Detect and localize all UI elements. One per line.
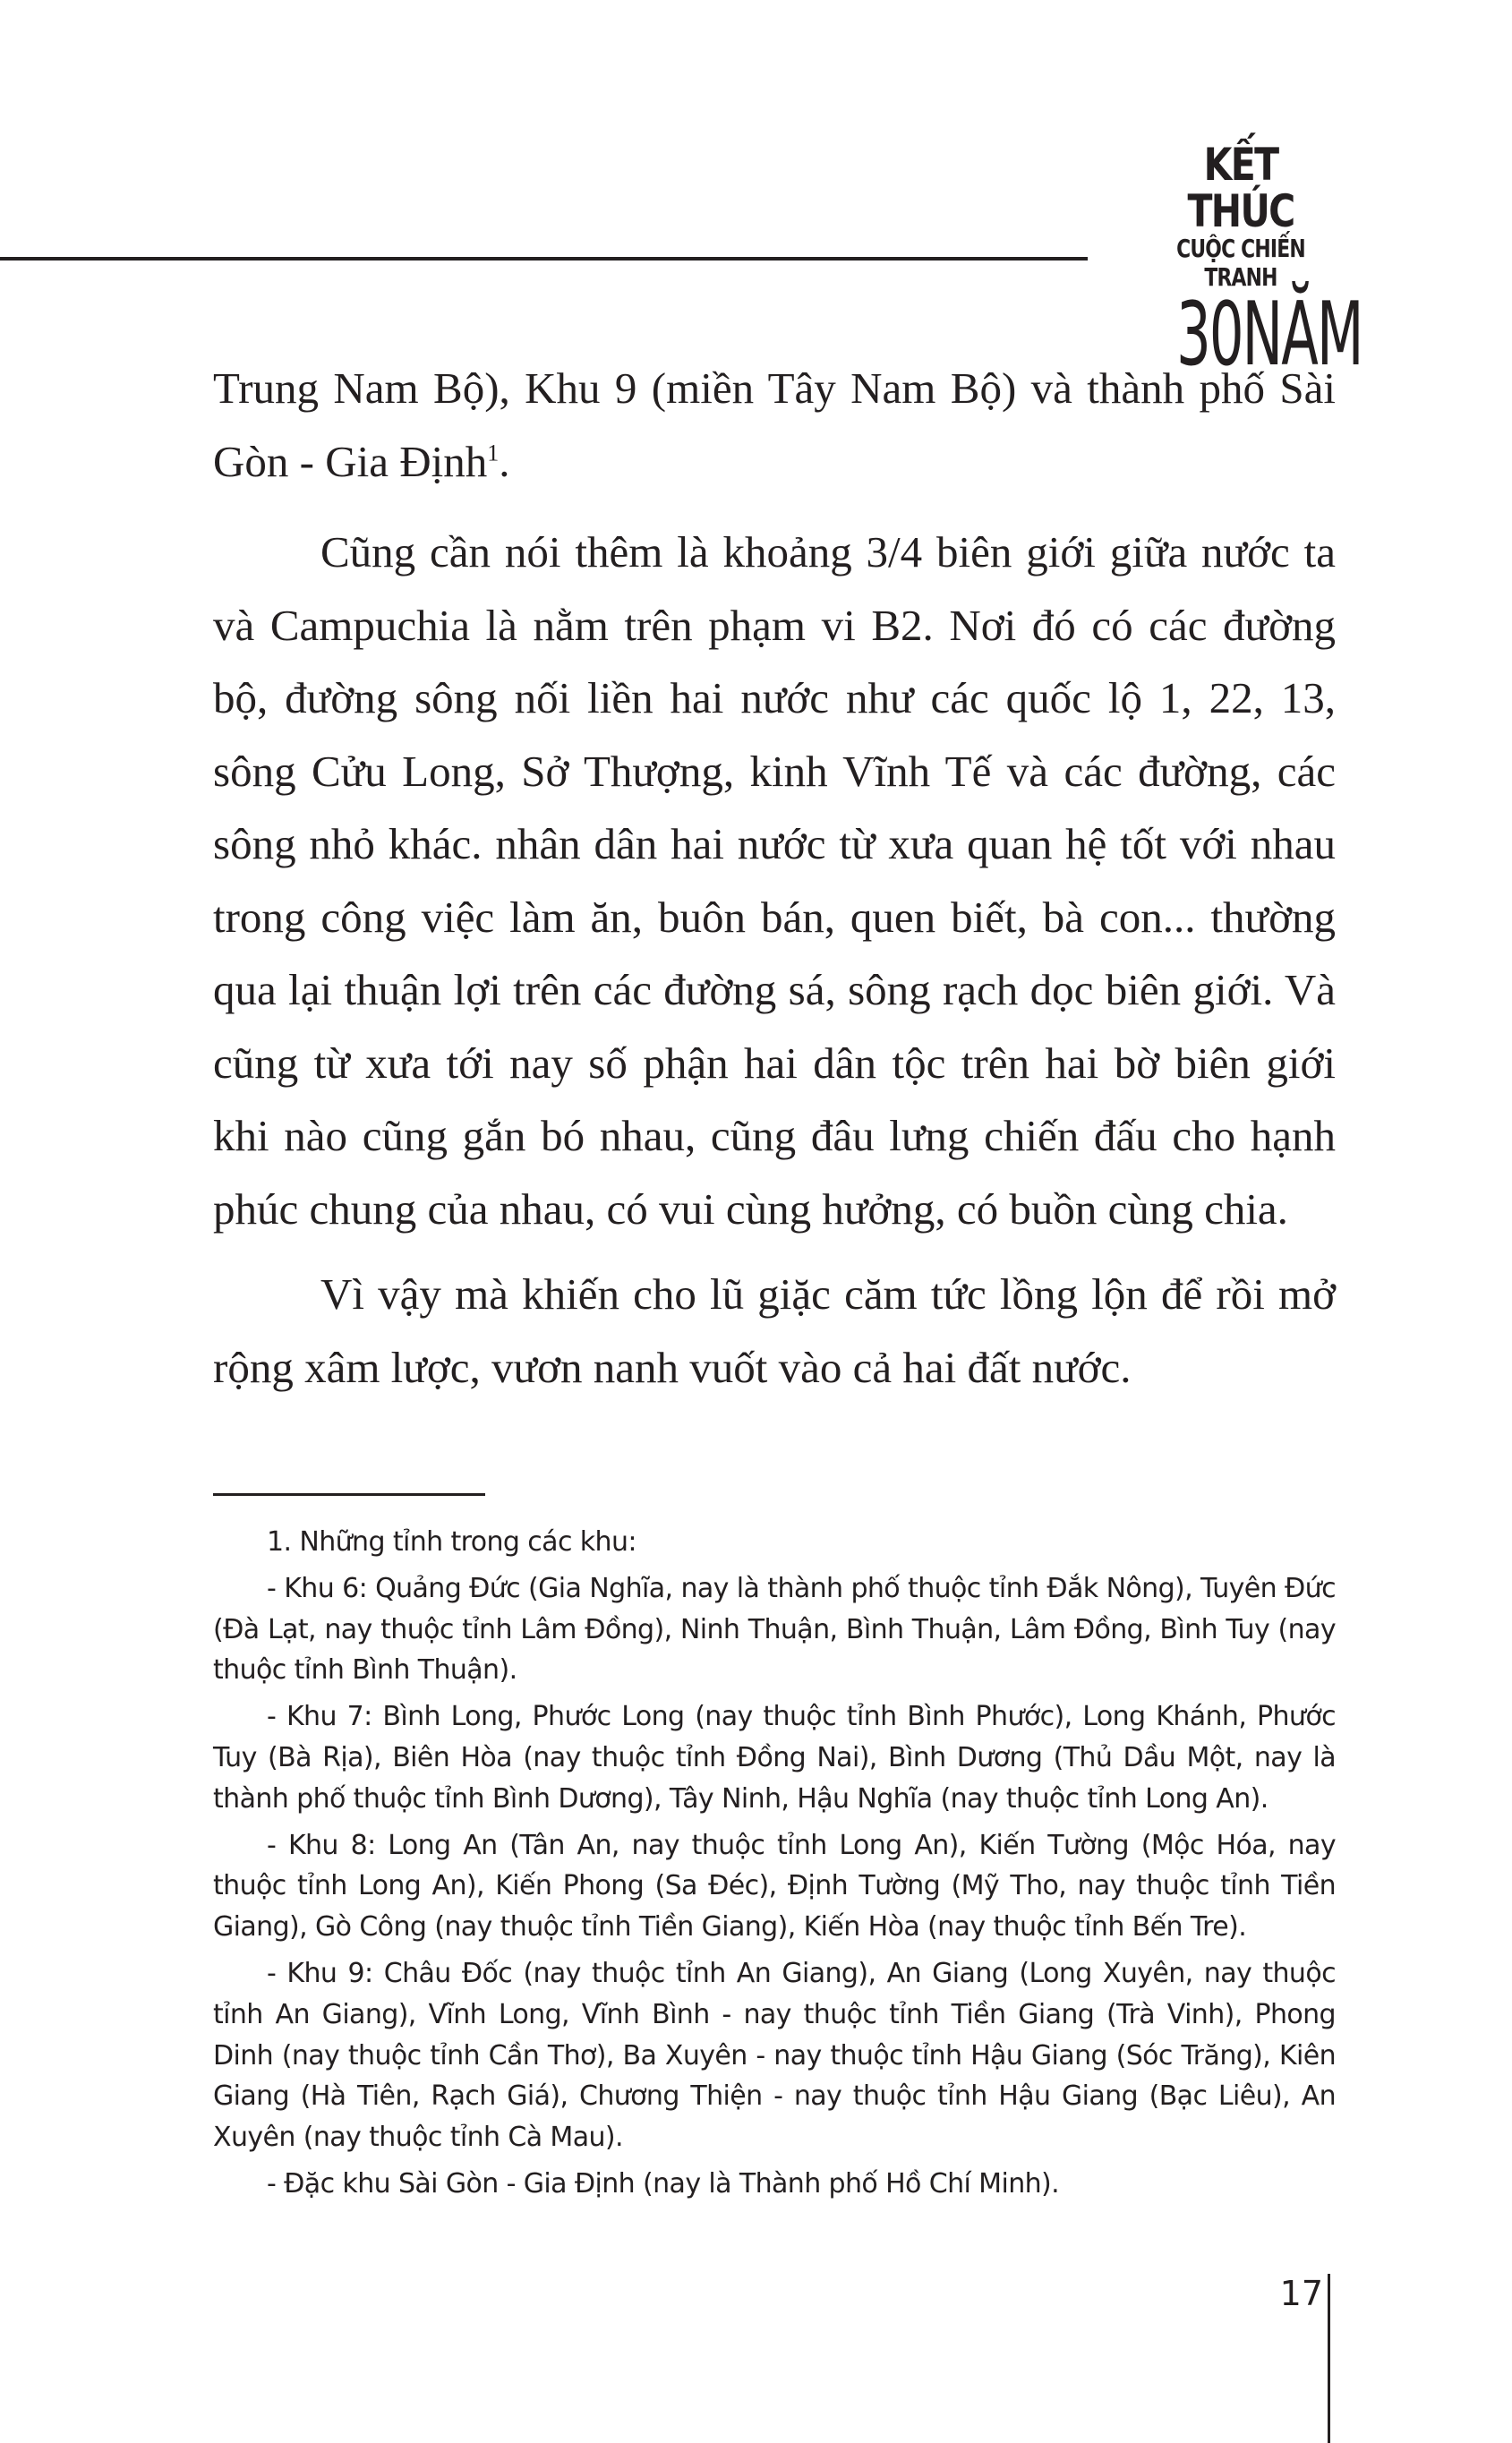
footnote-item: - Đặc khu Sài Gòn - Gia Định (nay là Thành phố Hồ Chí Minh). [267, 2167, 1060, 2200]
footnote-item: - Khu 7: Bình Long, Phước Long (nay thuộc tỉnh Bình Phước), Long Khánh, Phước Tuy (Bà Rịa), Biên Hòa (nay thuộc tỉnh Đồng Nai), Bình Dương (Thủ Dầu Một, nay là thành phố thuộc tỉnh Bình Dương), Tây Ninh, Hậu Nghĩa (nay thuộc tỉnh Long An). [213, 1701, 1336, 1815]
logo-line-2: CUỘC CHIẾN TRANH [1176, 234, 1305, 292]
logo-line-1: KẾT THÚC [1187, 139, 1294, 237]
header-rule [0, 257, 1088, 261]
logo-line-3: 30NĂM [1176, 284, 1363, 386]
footnotes [213, 1522, 1336, 2205]
body-text [213, 352, 1336, 1404]
footnote-item: - Khu 6: Quảng Đức (Gia Nghĩa, nay là thành phố thuộc tỉnh Đắk Nông), Tuyên Đức (Đà Lạt, nay thuộc tỉnh Lâm Đồng), Ninh Thuận, Bình Thuận, Lâm Đồng, Bình Tuy (nay thuộc tỉnh Bình Thuận). [213, 1572, 1336, 1687]
paragraph-2: Cũng cần nói thêm là khoảng 3/4 biên giới giữa nước ta và Campuchia là nằm trên phạm vi B2. Nơi đó có các đường bộ, đường sông nối liền hai nước như các quốc lộ 1, 22, 13, sông Cửu Long, Sở Thượng, kinh Vĩnh Tế và các đường, các sông nhỏ khác. nhân dân hai nước từ xưa quan hệ tốt với nhau trong công việc làm ăn, buôn bán, quen biết, bà con... thường qua lại thuận lợi trên các đường sá, sông rạch dọc biên giới. Và cũng từ xưa tới nay số phận hai dân tộc trên hai bờ biên giới khi nào cũng gắn bó nhau, cũng đâu lưng chiến đấu cho hạnh phúc chung của nhau, có vui cùng hưởng, có buồn cùng chia. [213, 527, 1336, 1234]
paragraph-1 [213, 352, 1336, 498]
book-title-logo [1137, 139, 1363, 386]
paragraph-3: Vì vậy mà khiến cho lũ giặc căm tức lồng lộn để rồi mở rộng xâm lược, vươn nanh vuốt vào cả hai đất nước. [213, 1269, 1336, 1392]
footnote-divider [213, 1493, 485, 1496]
paragraph-1-text: Trung Nam Bộ), Khu 9 (miền Tây Nam Bộ) và thành phố Sài Gòn - Gia Định [213, 363, 1336, 486]
paragraph-1-end: . [499, 436, 510, 486]
footnote-item: - Khu 8: Long An (Tân An, nay thuộc tỉnh Long An), Kiến Tường (Mộc Hóa, nay thuộc tỉnh Long An), Kiến Phong (Sa Đéc), Định Tường (Mỹ Tho, nay thuộc tỉnh Tiền Giang), Gò Công (nay thuộc tỉnh Tiền Giang), Kiến Hòa (nay thuộc tỉnh Bến Tre). [213, 1829, 1336, 1943]
page-edge-rule [1328, 2274, 1330, 2443]
footnote-item: - Khu 9: Châu Đốc (nay thuộc tỉnh An Giang), An Giang (Long Xuyên, nay thuộc tỉnh An Giang), Vĩnh Long, Vĩnh Bình - nay thuộc tỉnh Tiền Giang (Trà Vinh), Phong Dinh (nay thuộc tỉnh Cần Thơ), Ba Xuyên - nay thuộc tỉnh Hậu Giang (Sóc Trăng), Kiên Giang (Hà Tiên, Rạch Giá), Chương Thiện - nay thuộc tỉnh Hậu Giang (Bạc Liêu), An Xuyên (nay thuộc tỉnh Cà Mau). [213, 1957, 1336, 2154]
footnote-item: 1. Những tỉnh trong các khu: [267, 1526, 636, 1558]
footnote-ref[interactable]: 1 [487, 440, 500, 466]
page-number: 17 [1279, 2274, 1323, 2313]
